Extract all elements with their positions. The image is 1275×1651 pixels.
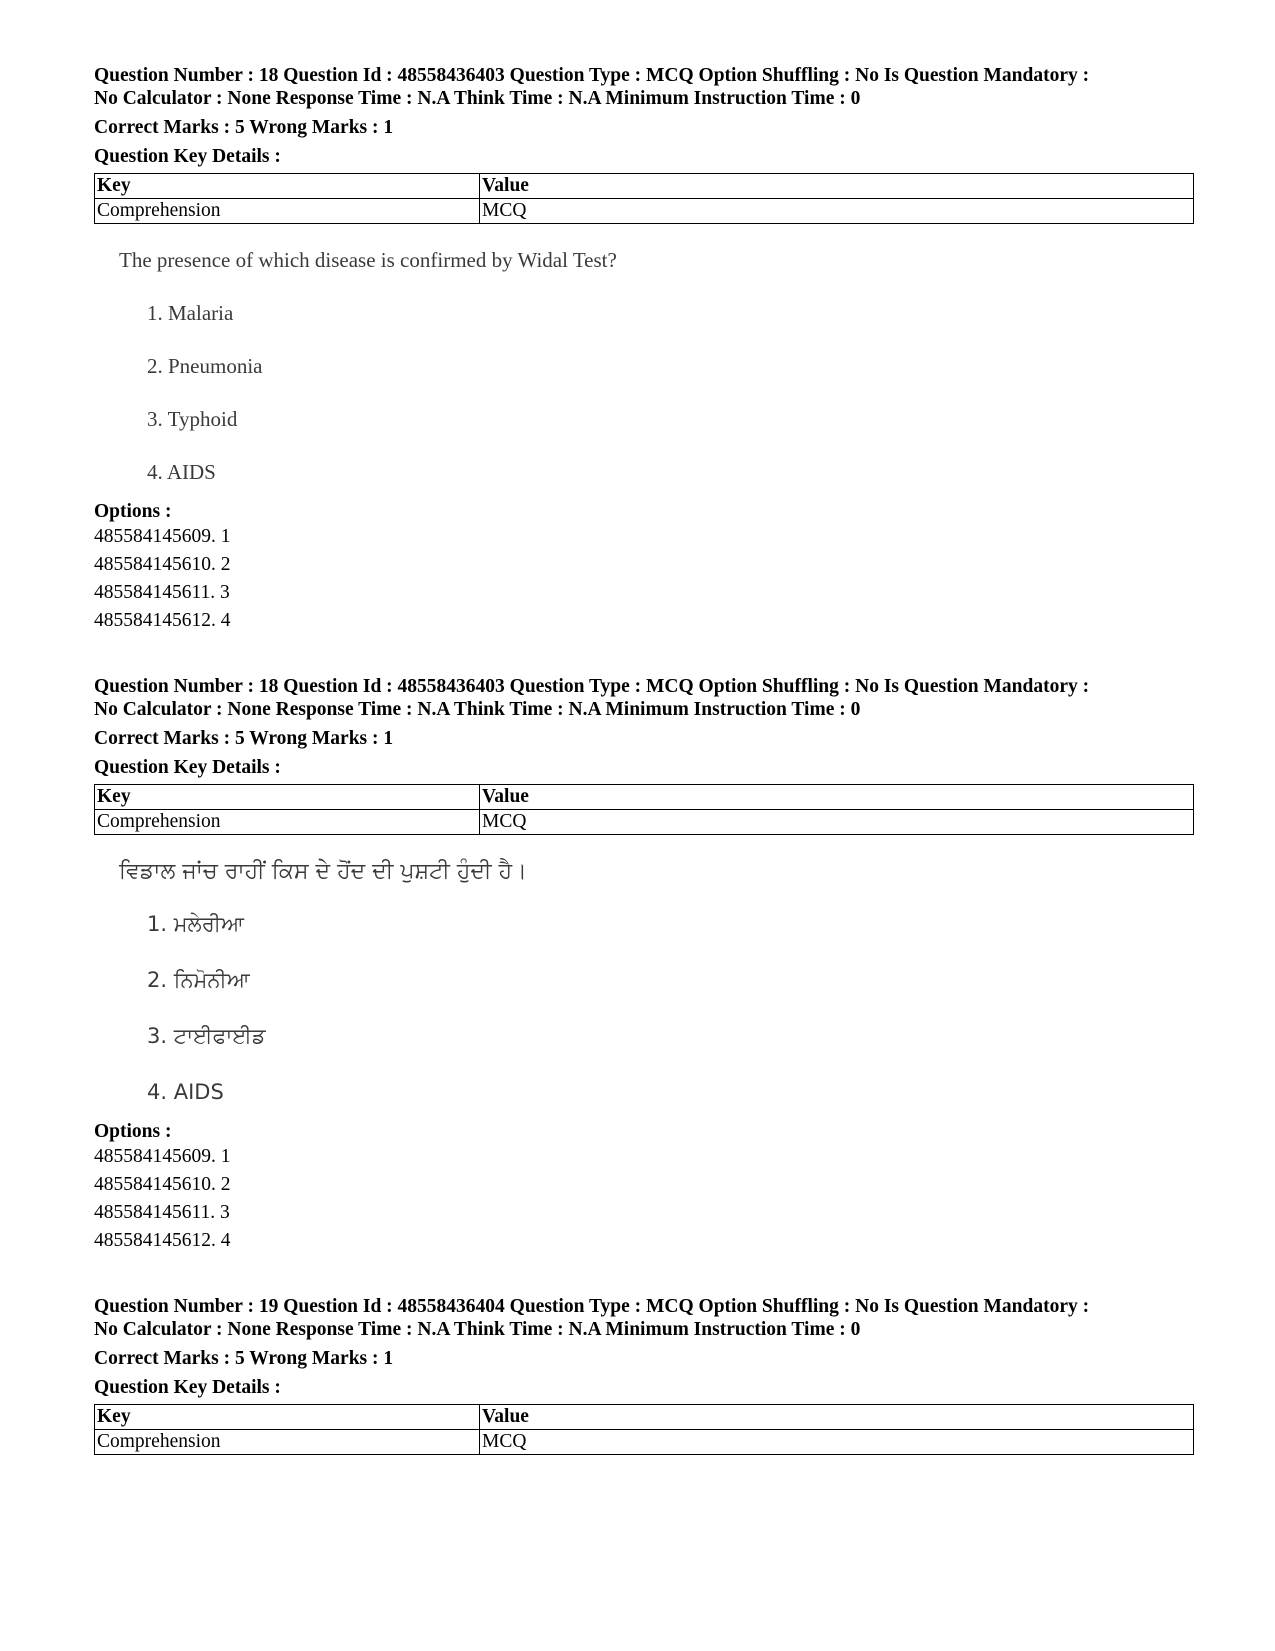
table-header-value: Value — [480, 174, 1194, 199]
document-page — [94, 64, 1194, 1495]
key-details-label: Question Key Details : — [94, 1377, 281, 1398]
choice-item: 3. Typhoid — [147, 407, 238, 431]
option-id-line: 485584145610. 2 — [94, 554, 231, 575]
table-header-key: Key — [95, 785, 480, 810]
table-cell-key: Comprehension — [95, 199, 480, 224]
table-cell-value: MCQ — [480, 199, 1194, 224]
option-id-line: 485584145609. 1 — [94, 526, 231, 547]
table-header-row — [95, 785, 1194, 810]
key-details-label: Question Key Details : — [94, 146, 281, 167]
choice-item: 2. Pneumonia — [147, 354, 263, 378]
choice-item: 1. ਮਲੇਰੀਆ — [147, 912, 244, 936]
question-header-line1: Question Number : 18 Question Id : 48558436403 Question Type : MCQ Option Shuffling : No Is Question Mandatory : — [94, 676, 1090, 697]
question-header-line1: Question Number : 18 Question Id : 48558436403 Question Type : MCQ Option Shuffling : No Is Question Mandatory : — [94, 65, 1090, 86]
option-id-line: 485584145612. 4 — [94, 610, 231, 631]
question-block — [94, 1295, 1194, 1455]
option-id-line: 485584145612. 4 — [94, 1230, 231, 1251]
table-cell-value: MCQ — [480, 810, 1194, 835]
options-label: Options : — [94, 501, 172, 522]
option-id-line: 485584145611. 3 — [94, 1202, 230, 1223]
key-details-table — [94, 173, 1194, 224]
table-header-key: Key — [95, 1405, 480, 1430]
table-header-row — [95, 1405, 1194, 1430]
question-text: The presence of which disease is confirmed by Widal Test? — [119, 248, 617, 272]
choice-item: 4. AIDS — [147, 460, 216, 484]
table-row — [95, 1430, 1194, 1455]
table-header-row — [95, 174, 1194, 199]
question-block — [94, 64, 1194, 635]
question-image — [119, 248, 1194, 484]
option-id-line: 485584145611. 3 — [94, 582, 230, 603]
question-header-line2: No Calculator : None Response Time : N.A Think Time : N.A Minimum Instruction Time : 0 — [94, 1319, 861, 1340]
question-image — [119, 859, 1194, 1104]
key-details-table — [94, 784, 1194, 835]
question-header-line2: No Calculator : None Response Time : N.A Think Time : N.A Minimum Instruction Time : 0 — [94, 88, 861, 109]
key-details-label: Question Key Details : — [94, 757, 281, 778]
option-id-line: 485584145610. 2 — [94, 1174, 231, 1195]
marks-line: Correct Marks : 5 Wrong Marks : 1 — [94, 728, 394, 749]
options-label: Options : — [94, 1121, 172, 1142]
key-details-table — [94, 1404, 1194, 1455]
table-cell-value: MCQ — [480, 1430, 1194, 1455]
choice-item: 3. ਟਾਈਫਾਈਡ — [147, 1024, 266, 1048]
table-row — [95, 199, 1194, 224]
choice-item: 4. AIDS — [147, 1080, 224, 1104]
table-header-value: Value — [480, 1405, 1194, 1430]
question-block — [94, 675, 1194, 1255]
table-row — [95, 810, 1194, 835]
table-cell-key: Comprehension — [95, 810, 480, 835]
question-text: ਵਿਡਾਲ ਜਾਂਚ ਰਾਹੀਂ ਕਿਸ ਦੇ ਹੋਂਦ ਦੀ ਪੁਸ਼ਟੀ ਹੁੰਦੀ ਹੈ। — [119, 859, 527, 884]
marks-line: Correct Marks : 5 Wrong Marks : 1 — [94, 1348, 394, 1369]
table-header-value: Value — [480, 785, 1194, 810]
question-header-line2: No Calculator : None Response Time : N.A Think Time : N.A Minimum Instruction Time : 0 — [94, 699, 861, 720]
choice-item: 2. ਨਿਮੋਨੀਆ — [147, 968, 250, 992]
choice-item: 1. Malaria — [147, 301, 234, 325]
table-cell-key: Comprehension — [95, 1430, 480, 1455]
table-header-key: Key — [95, 174, 480, 199]
marks-line: Correct Marks : 5 Wrong Marks : 1 — [94, 117, 394, 138]
option-id-line: 485584145609. 1 — [94, 1146, 231, 1167]
question-header-line1: Question Number : 19 Question Id : 48558436404 Question Type : MCQ Option Shuffling : No Is Question Mandatory : — [94, 1296, 1090, 1317]
